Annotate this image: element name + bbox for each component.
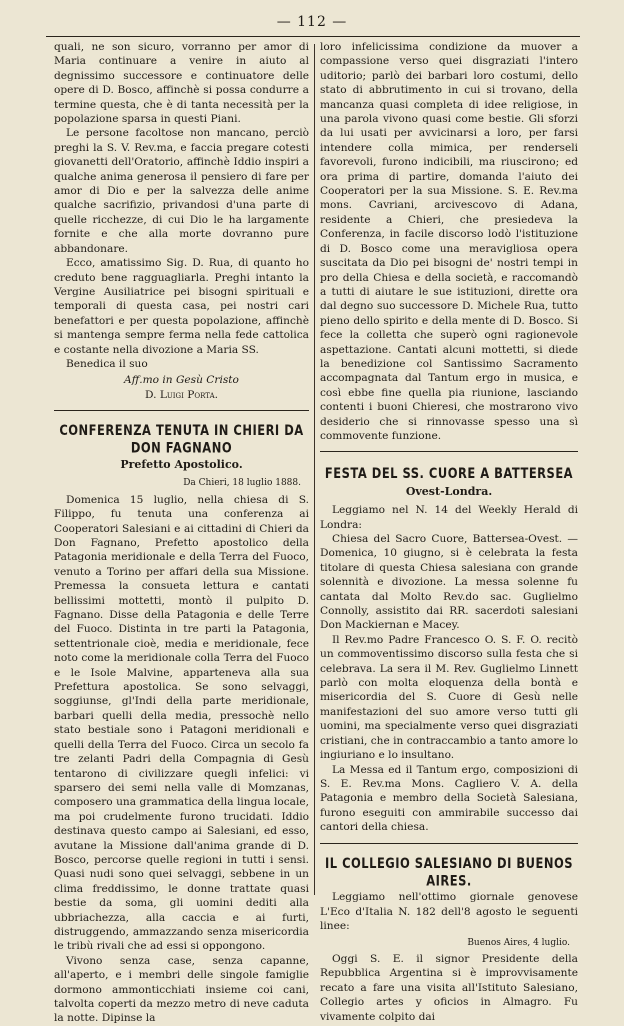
section-subtitle: Ovest-Londra.: [405, 484, 493, 498]
section-title: CONFERENZA TENUTA IN CHIERI DA DON FAGNANO: [59, 421, 304, 458]
left-column: [54, 40, 309, 1025]
section3-dateline: Buenos Aires, 4 luglio.: [467, 937, 570, 948]
section-paragraph-1: Domenica 15 luglio, nella chiesa di S. Filippo, fu tenuta una conferenza ai Cooperatori Salesiani e ai cittadini di Chieri da Don Fagnano, Prefetto apostolico della Patagonia meridionale e della Terra del Fuoco, venuto a Torino per affari della sua Missione. Premessa la consueta lettura e cantati bellissimi mottetti, montò il pulpito D. Fagnano. Disse della Patagonia e delle Terre del Fuoco. Distinta in tre parti la Patagonia, settentrionale cioè, media e meridionale, fece noto come la meridionale colla Terra del Fuoco e le Isole Malvine, appartenevа alla sua Prefettura apostolica. Se sono selvaggi, soggiunse, gl'Indi della parte meridionale, barbari quelli della media, pressochè nello stato bestiale sono i Patagoni meridionali e quelli della Terra del Fuoco. Circa un secolo fa tre zelanti Padri della Compagnia di Gesù tentarono di civilizzare quegli infelici: vi sparsero dei semi nella valle di Momzanas, composero una grammatica della lingua locale, ma poi crudelmente furono trucidati. Iddio destinava questo campo ai Salesiani, ed esso, avutane la Missione dall'anima grande di D. Bosco, percorse quelle regioni in tutti i sensi. Quasi nudi sono quei selvaggi, sebbene in un clima freddissimo, le donne trattate quasi bestie da soma, gli uomini dediti alla ubbriachezza, alla caccia e ai furti, distruggendo, ammazzando senza misericordia le tribù rivali che ad essi si oppongono.: [54, 493, 309, 953]
intro-paragraph-3: Ecco, amatissimo Sig. D. Rua, di quanto ho creduto bene ragguagliarla. Preghi intanto la Vergine Ausiliatrice pei bisogni spirituali e temporali di questa casa, pei nostri cari benefattori e per questa popolazione, affinchè si mantenga sempre ferma nella fede cattolica e costante nella divozione a Maria SS.: [54, 257, 309, 356]
continuation-paragraph: loro infelicissima condizione da muover a compassione verso quei disgraziati l'intero uditorio; parlò dei barbari loro costumi, dello stato di abbrutimento in cui si trovano, della mancanza quasi completa di idee religiose, in una parola vivono quasi come bestie. Gli sforzi da lui usati per avvicinarsi a loro, per farsi intendere colla mimica, per renderseli favorevoli, furono indicibili, ma riuscirono; ed ora prima di partire, domanda l'aiuto dei Cooperatori per la sua Missione. S. E. Rev.ma mons. Cavriani, arcivescovo di Adana, residente a Chieri, che presiedeva la Conferenza, in facile discorso lodò l'istituzione di D. Bosco come una meravigliosa opera suscitata da Dio pei bisogni de' nostri tempi in pro della Chiesa e della società, e raccomandò a tutti di aiutare le sue istituzioni, dirette ora dal degno suo successore D. Michele Rua, tutto pieno dello spirito e della mente di D. Bosco. Si fece la colletta che superò ogni ragionevole aspettazione. Cantati alcuni mottetti, si diede la benedizione col Santissimo Sacramento accompagnata dal Tantum ergo in musica, e così ebbe fine quella pia riunione, lasciando contenti i buoni Chieresi, che mostrarono vivo desiderio che si rinnovasse spesso una sì commovente funzione.: [320, 41, 578, 442]
section-header-battersea: [320, 462, 578, 499]
section2-paragraph-3: Il Rev.mo Padre Francesco O. S. F. O. recitò un commoventissimo discorso sulla festa che si celebrava. La sera il M. Rev. Guglielmo Linnett parlò con molta eloquenza della bontà e misericordia del S. Cuore di Gesù nelle manifestazioni del suo amore verso tutti gli uomini, ma specialmente verso quei disgraziati cristiani, che in contraccambio a tanto amore lo ingiuriano e lo insultano.: [320, 633, 578, 762]
intro-paragraph-1: quali, ne son sicuro, vorranno per amor di Maria continuare a venire in aiuto al degnissimo successore e continuatore delle opere di D. Bosco, affinchè si possa condurre a termine questa, che è di tanta necessità per la popolazione sparsa in questi Piani.: [54, 41, 309, 126]
section-divider: [320, 843, 578, 844]
section2-paragraph-4: La Messa ed il Tantum ergo, composizioni di S. E. Rev.ma Mons. Cagliero V. A. della Patagonia e membro della Società Salesiana, furono eseguiti con ammirabile successo dai cantori della chiesa.: [320, 763, 578, 834]
section3-paragraph: Oggi S. E. il signor Presidente della Repubblica Argentina si è improvvisamente recato a fare una visita all'Istituto Salesiano, Collegio artes y oficios in Almagro. Fu vivamente colpito dai: [320, 952, 578, 1023]
section2-paragraph-1: Leggiamo nel N. 14 del Weekly Herald di Londra:: [320, 504, 578, 531]
section2-paragraph-2: Chiesa del Sacro Cuore, Battersea-Ovest. — Domenica, 10 giugno, si è celebrata la festa titolare di questa Chiesa salesiana con grande solennità e divozione. La messa solenne fu cantata dal Molto Rev.do sac. Guglielmo Connolly, assistito dai RR. sacerdoti salesiani Don Mackiernan e Macey.: [320, 533, 578, 632]
section-divider: [320, 451, 578, 452]
section3-intro: Leggiamo nell'ottimo giornale genovese L'Eco d'Italia N. 182 dell'8 agosto le seguenti linee:: [320, 891, 578, 933]
page-number: — 112 —: [276, 14, 348, 30]
header-rule: [46, 36, 580, 37]
section-header-buenos-aires: [320, 854, 578, 891]
intro-paragraph-4: Benedica il suo: [66, 357, 148, 370]
section-subtitle: Prefetto Apostolico.: [120, 457, 243, 471]
right-column: [320, 40, 578, 1023]
signature-name: D. Luigi Porta.: [145, 388, 218, 401]
section-title: FESTA DEL SS. CUORE A BATTERSEA: [324, 464, 574, 483]
section-divider: [54, 410, 309, 411]
section-title: IL COLLEGIO SALESIANO DI BUENOS AIRES.: [324, 853, 574, 890]
section-paragraph-2: Vivono senza case, senza capanne, all'aperto, e i membri delle singole famiglie dormono ammonticchiati insieme coi cani, talvolta coperti da mezzo metro di neve caduta la notte. Dipinse la: [54, 954, 309, 1025]
column-divider: [314, 44, 315, 895]
section-header-conferenza: [54, 421, 309, 472]
intro-paragraph-2: Le persone facoltose non mancano, perciò preghi la S. V. Rev.ma, e faccia pregare cotesti giovanetti dell'Oratorio, affinchè Iddio inspiri a qualche anima generosa il pensiero di fare per amor di Dio e per la salvezza delle anime qualche sacrifizio, privandosi d'una parte di quelle ricchezze, di cui Dio le ha largamente fornite e che alla morte dovranno pure abbandonare.: [54, 127, 309, 255]
dateline: Da Chieri, 18 luglio 1888.: [183, 478, 301, 489]
signature-line: Aff.mo in Gesù Cristo: [124, 374, 239, 387]
